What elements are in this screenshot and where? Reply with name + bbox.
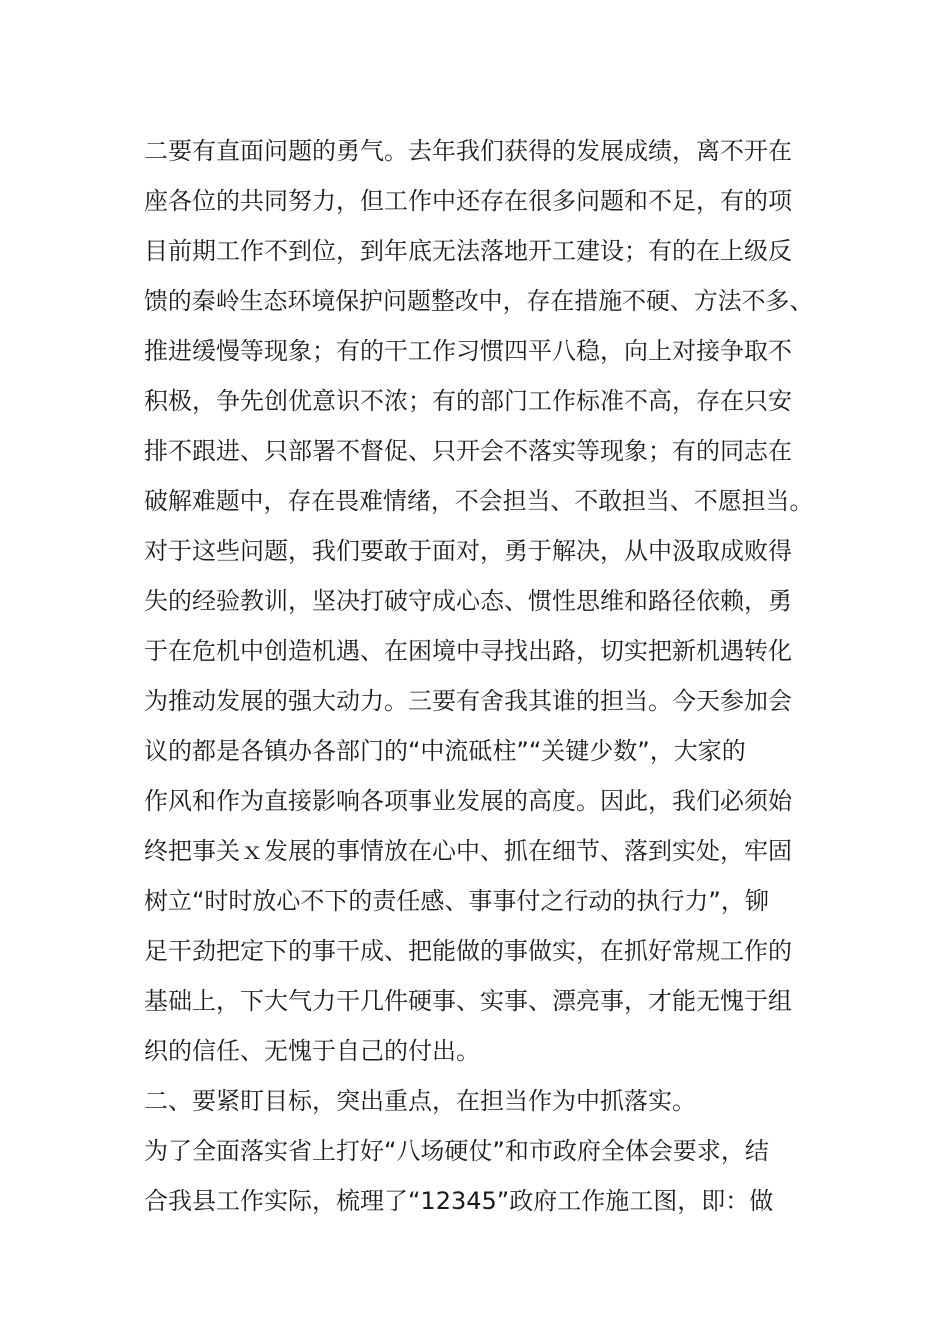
document-body [144, 126, 814, 1226]
text-line: 排不跟进、只部署不督促、只开会不落实等现象；有的同志在 [144, 437, 792, 465]
text-line: 合我县工作实际，梳理了“12345”政府工作施工图，即：做 [144, 1187, 774, 1215]
text-line: 于在危机中创造机遇、在困境中寻找出路，切实把新机遇转化 [144, 637, 792, 665]
text-line: 馈的秦岭生态环境保护问题整改中，存在措施不硬、方法不多、 [144, 287, 814, 315]
text-line: 终把事关ｘ发展的事情放在心中、抓在细节、落到实处，牢固 [144, 837, 792, 865]
text-line: 基础上，下大气力干几件硬事、实事、漂亮事，才能无愧于组 [144, 987, 792, 1015]
text-line: 议的都是各镇办各部门的“中流砥柱”“关键少数”，大家的 [144, 737, 746, 765]
text-line: 推进缓慢等现象；有的干工作习惯四平八稳，向上对接争取不 [144, 337, 792, 365]
text-line: 失的经验教训，坚决打破守成心态、惯性思维和路径依赖，勇 [144, 587, 792, 615]
text-line: 对于这些问题，我们要敢于面对，勇于解决，从中汲取成败得 [144, 537, 792, 565]
text-line: 积极，争先创优意识不浓；有的部门工作标准不高，存在只安 [144, 387, 792, 415]
text-line: 破解难题中，存在畏难情绪，不会担当、不敢担当、不愿担当。 [144, 487, 814, 515]
text-line: 为推动发展的强大动力。三要有舍我其谁的担当。今天参加会 [144, 687, 792, 715]
text-line: 足干劲把定下的事干成、把能做的事做实，在抓好常规工作的 [144, 937, 792, 965]
text-line: 树立“时时放心不下的责任感、事事付之行动的执行力”，铆 [144, 887, 769, 915]
text-line: 目前期工作不到位，到年底无法落地开工建设；有的在上级反 [144, 237, 792, 265]
text-line: 为了全面落实省上打好“八场硬仗”和市政府全体会要求，结 [144, 1137, 769, 1165]
section-heading: 二、要紧盯目标，突出重点，在担当作为中抓落实。 [144, 1087, 696, 1115]
text-line: 二要有直面问题的勇气。去年我们获得的发展成绩，离不开在 [144, 137, 792, 165]
text-line: 织的信任、无愧于自己的付出。 [144, 1037, 480, 1065]
text-line: 座各位的共同努力，但工作中还存在很多问题和不足，有的项 [144, 187, 792, 215]
text-line: 作风和作为直接影响各项事业发展的高度。因此，我们必须始 [144, 787, 792, 815]
